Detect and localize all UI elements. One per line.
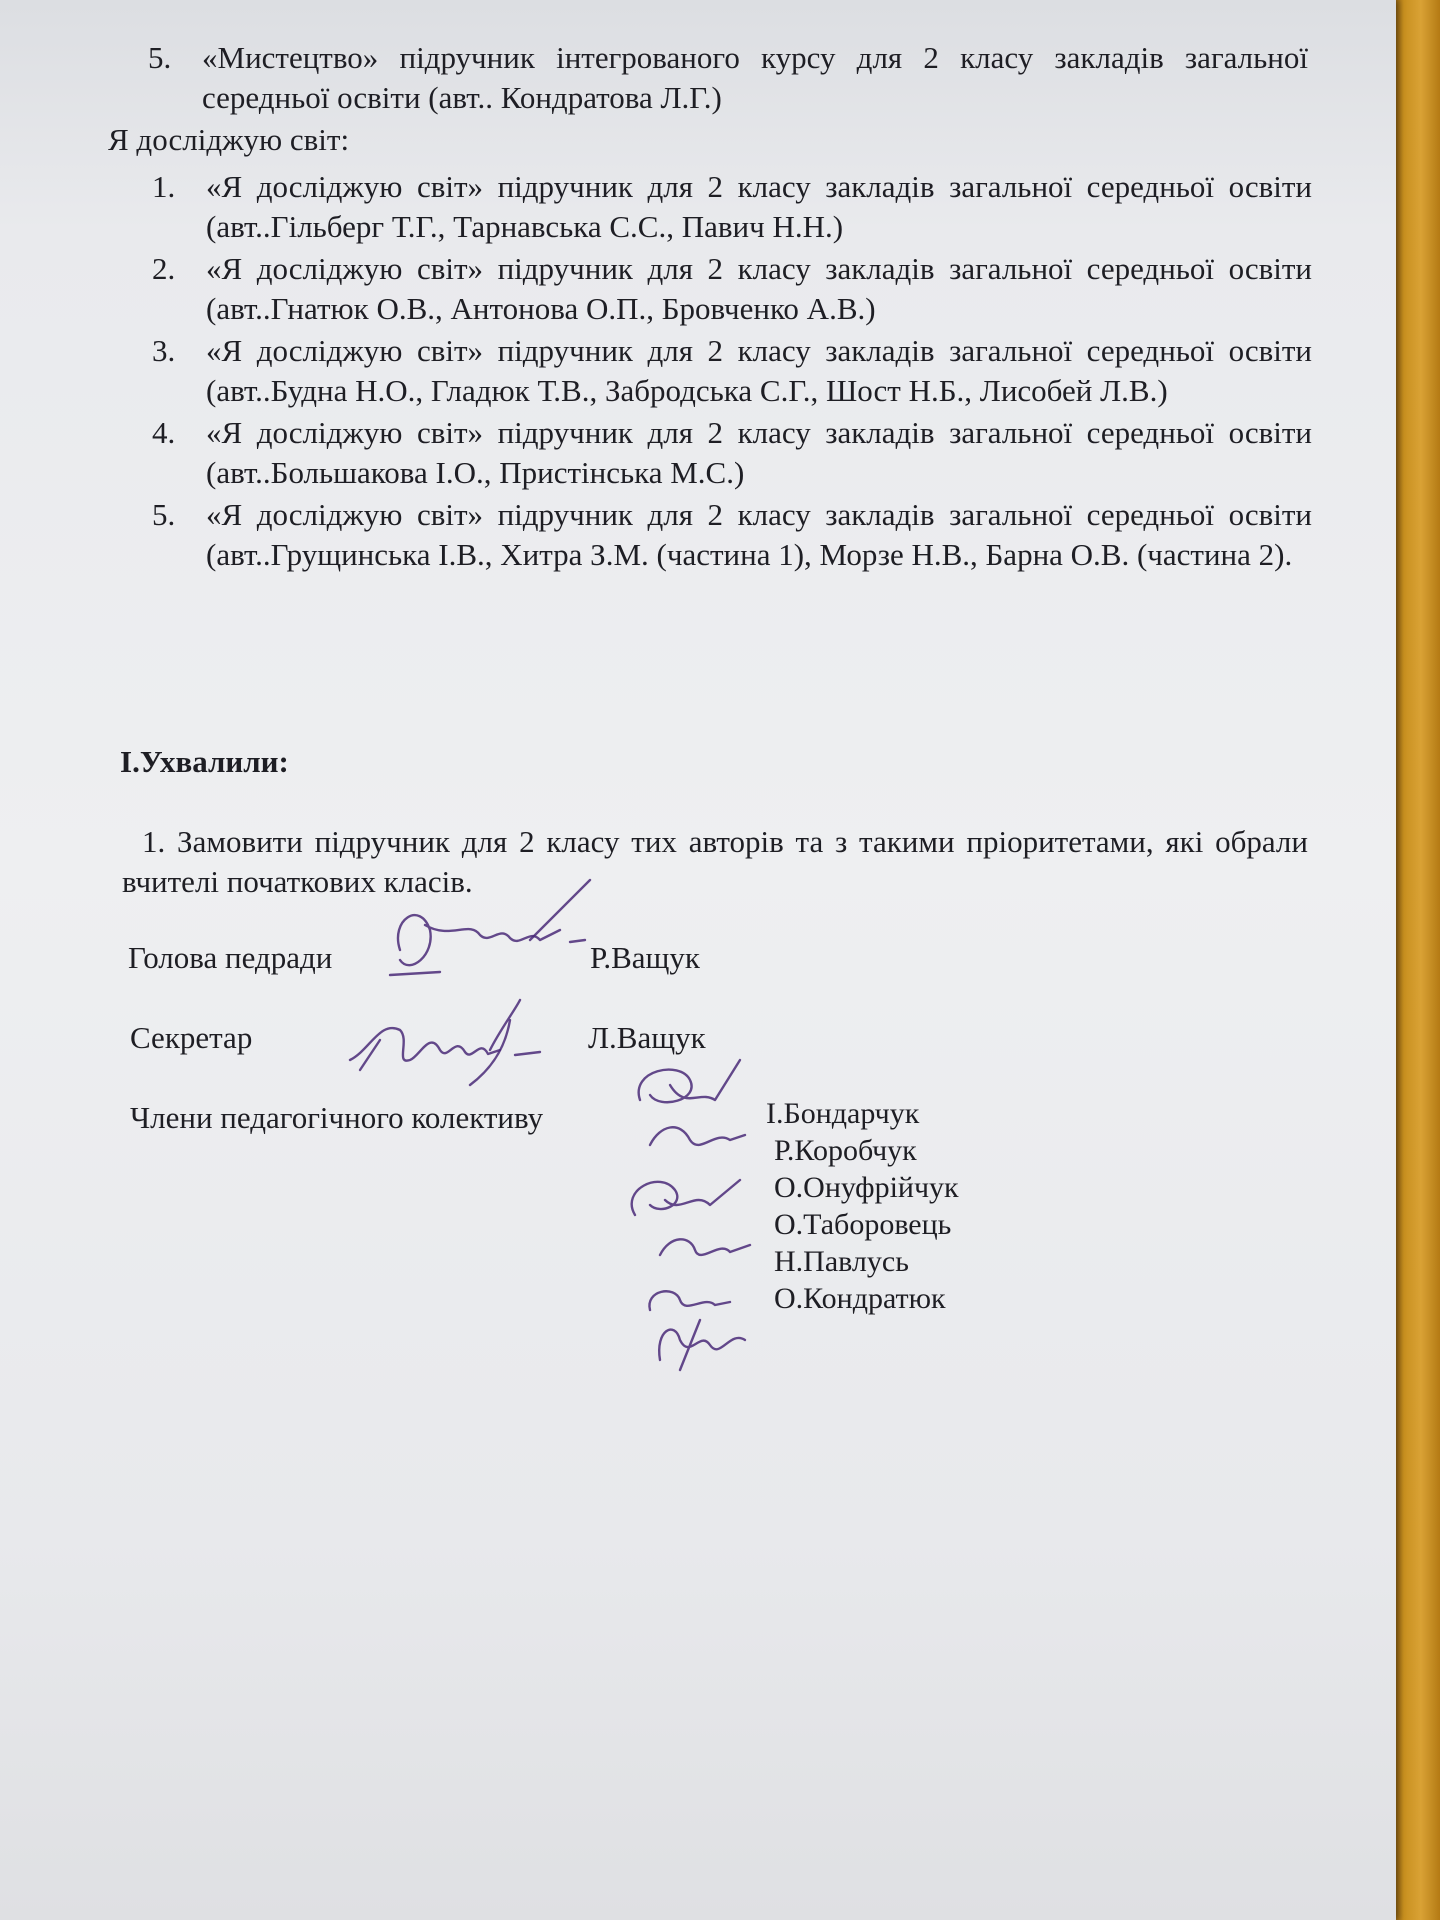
member-name: О.Кондратюк	[774, 1282, 946, 1315]
item-number: 2.	[152, 251, 176, 286]
members-list	[766, 1095, 959, 1317]
member-name: І.Бондарчук	[766, 1097, 920, 1130]
item-text: «Я досліджую світ» підручник для 2 класу закладів загальної середньої освіти (авт..Будна Н.О., Гладюк Т.В., Забродська С.Г., Шост Н.Б., Лисобей Л.В.)	[206, 333, 1312, 408]
item-text: «Я досліджую світ» підручник для 2 класу закладів загальної середньої освіти (авт..Большакова І.О., Пристінська М.С.)	[206, 415, 1312, 490]
members-signatures	[620, 1040, 770, 1360]
item-number: 5.	[152, 497, 176, 532]
member-name: Р.Коробчук	[774, 1134, 917, 1167]
list-item	[152, 249, 1312, 329]
member-name: О.Таборовець	[774, 1208, 952, 1241]
list-item	[152, 413, 1312, 493]
list-item	[152, 167, 1312, 247]
resolution-text: 1. Замовити підручник для 2 класу тих авторів та з такими пріоритетами, які обрали вчителі початкових класів.	[122, 824, 1308, 899]
list-item	[148, 38, 1308, 118]
item-text: «Мистецтво» підручник інтегрованого курсу для 2 класу закладів загальної середньої освіти (авт.. Кондратова Л.Г.)	[202, 40, 1308, 115]
item-number: 5.	[148, 40, 172, 75]
resolved-heading: I.Ухвалили:	[120, 744, 289, 779]
secretary-role: Секретар	[130, 1020, 253, 1055]
chair-role: Голова педради	[128, 940, 333, 975]
secretary-name: Л.Ващук	[588, 1020, 706, 1055]
item-text: «Я досліджую світ» підручник для 2 класу закладів загальної середньої освіти (авт..Гнатюк О.В., Антонова О.П., Бровченко А.В.)	[206, 251, 1312, 326]
item-text: «Я досліджую світ» підручник для 2 класу закладів загальної середньої освіти (авт..Гільберг Т.Г., Тарнавська С.С., Павич Н.Н.)	[206, 169, 1312, 244]
arts-textbook-list	[148, 38, 1308, 118]
explore-heading: Я досліджую світ:	[108, 122, 350, 157]
item-number: 4.	[152, 415, 176, 450]
member-name: Н.Павлусь	[774, 1245, 909, 1278]
list-item	[152, 495, 1312, 575]
item-number: 3.	[152, 333, 176, 368]
member-name: О.Онуфрійчук	[774, 1171, 959, 1204]
item-text: «Я досліджую світ» підручник для 2 класу закладів загальної середньої освіти (авт..Грущинська І.В., Хитра З.М. (частина 1), Морзе Н.В., Барна О.В. (частина 2).	[206, 497, 1312, 572]
chair-name: Р.Ващук	[590, 940, 700, 975]
wooden-table-edge	[1392, 0, 1440, 1920]
secretary-signature	[340, 990, 580, 1100]
item-number: 1.	[152, 169, 176, 204]
list-item	[152, 331, 1312, 411]
members-label: Члени педагогічного колективу	[130, 1100, 544, 1135]
explore-textbook-list	[152, 167, 1312, 575]
